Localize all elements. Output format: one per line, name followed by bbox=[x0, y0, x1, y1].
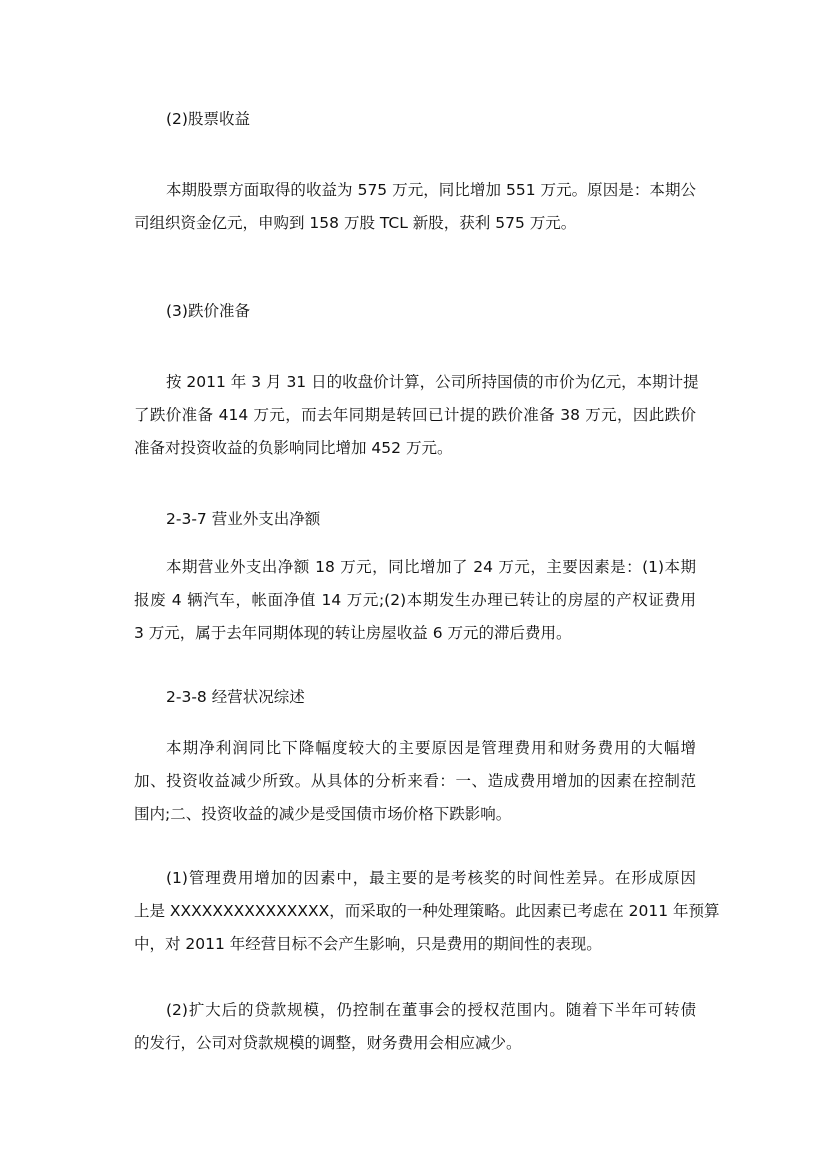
paragraph-price-reserve bbox=[134, 366, 699, 465]
text-line: 上是 XXXXXXXXXXXXXXX，而采取的一种处理策略。此因素已考虑在 2011 年预算 bbox=[134, 902, 720, 920]
text-line: 按 2011 年 3 月 31 日的收盘价计算，公司所持国债的市价为亿元，本期计提 bbox=[166, 373, 699, 391]
section-heading-2-3-7: 2-3-7 营业外支出净额 bbox=[166, 510, 321, 528]
paragraph-management-expense bbox=[134, 862, 720, 961]
text-line: 报废 4 辆汽车，帐面净值 14 万元;(2)本期发生办理已转让的房屋的产权证费用 bbox=[134, 591, 696, 609]
paragraph-non-operating bbox=[134, 551, 696, 650]
text-line: 准备对投资收益的负影响同比增加 452 万元。 bbox=[134, 439, 453, 457]
text-line: 围内;二、投资收益的减少是受国债市场价格下跌影响。 bbox=[134, 805, 512, 823]
text-line: 本期净利润同比下降幅度较大的主要原因是管理费用和财务费用的大幅增 bbox=[166, 739, 696, 757]
section-heading-2-3-8: 2-3-8 经营状况综述 bbox=[166, 688, 305, 706]
section-heading-price-reserve: (3)跌价准备 bbox=[166, 302, 250, 320]
text-line: (1)管理费用增加的因素中，最主要的是考核奖的时间性差异。在形成原因 bbox=[166, 869, 696, 887]
paragraph-loan-scale bbox=[134, 994, 696, 1060]
text-line: 司组织资金亿元，申购到 158 万股 TCL 新股，获利 575 万元。 bbox=[134, 214, 577, 232]
section-heading-stock-income: (2)股票收益 bbox=[166, 110, 250, 128]
text-line: 本期股票方面取得的收益为 575 万元，同比增加 551 万元。原因是：本期公 bbox=[166, 181, 696, 199]
text-line: (2)扩大后的贷款规模，仍控制在董事会的授权范围内。随着下半年可转债 bbox=[166, 1001, 696, 1019]
paragraph-summary bbox=[134, 732, 696, 831]
text-line: 的发行，公司对贷款规模的调整，财务费用会相应减少。 bbox=[134, 1034, 522, 1052]
text-line: 中，对 2011 年经营目标不会产生影响，只是费用的期间性的表现。 bbox=[134, 935, 602, 953]
text-line: 3 万元，属于去年同期体现的转让房屋收益 6 万元的滞后费用。 bbox=[134, 624, 572, 642]
paragraph-stock-income bbox=[134, 174, 696, 240]
text-line: 了跌价准备 414 万元，而去年同期是转回已计提的跌价准备 38 万元，因此跌价 bbox=[134, 406, 696, 424]
text-line: 本期营业外支出净额 18 万元，同比增加了 24 万元，主要因素是：(1)本期 bbox=[166, 558, 696, 576]
text-line: 加、投资收益减少所致。从具体的分析来看：一、造成费用增加的因素在控制范 bbox=[134, 772, 696, 790]
